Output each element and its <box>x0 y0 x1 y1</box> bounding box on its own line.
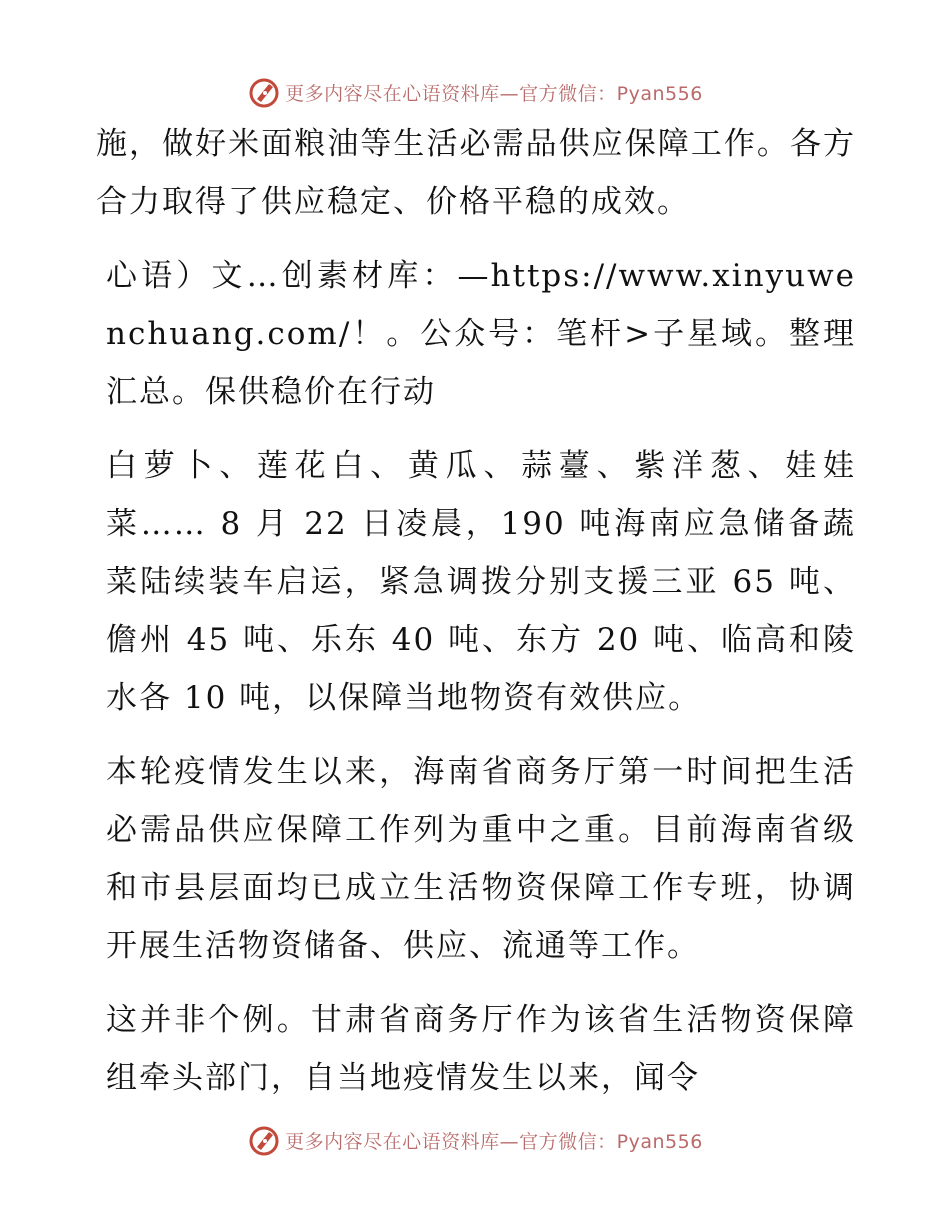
paragraph-1: 施，做好米面粮油等生活必需品供应保障工作。各方合力取得了供应稳定、价格平稳的成效。 <box>96 126 856 220</box>
paragraph-5: 这并非个例。甘肃省商务厅作为该省生活物资保障组牵头部门，自当地疫情发生以来，闻令 <box>106 1002 856 1096</box>
paragraph-3: 白萝卜、莲花白、黄瓜、蒜薹、紫洋葱、娃娃菜…… 8 月 22 日凌晨，190 吨海南应急储备蔬菜陆续装车启运，紧急调拨分别支援三亚 65 吨、儋州 45 吨、乐东 40 吨、东方 20 吨、临高和陵水各 10 吨，以保障当地物资有效供应。 <box>106 448 856 716</box>
footer-banner <box>0 1120 950 1160</box>
paragraph-2: 心语）文…创素材库：—https://www.xinyuwenchuang.com/！。公众号：笔杆>子星域。整理汇总。保供稳价在行动 <box>106 258 856 410</box>
footer-banner-text: 更多内容尽在心语资料库—官方微信：Pyan556 <box>285 1130 703 1153</box>
pen-nib-circle-logo-icon <box>247 1123 281 1157</box>
header-banner <box>0 72 950 112</box>
pen-nib-circle-logo-icon <box>247 75 281 109</box>
paragraph-4: 本轮疫情发生以来，海南省商务厅第一时间把生活必需品供应保障工作列为重中之重。目前海南省级和市县层面均已成立生活物资保障工作专班，协调开展生活物资储备、供应、流通等工作。 <box>106 754 856 964</box>
document-body <box>96 115 856 1123</box>
header-banner-text: 更多内容尽在心语资料库—官方微信：Pyan556 <box>285 82 703 105</box>
